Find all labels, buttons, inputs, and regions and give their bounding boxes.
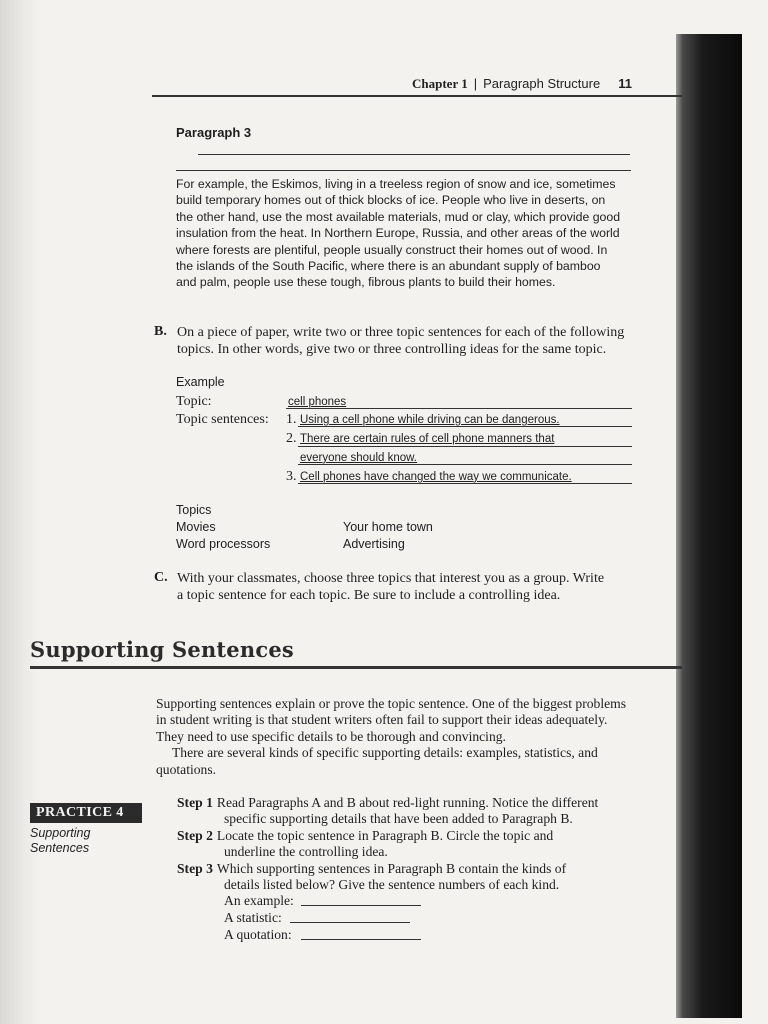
answer-line [298, 483, 632, 484]
exercise-b-instructions [177, 324, 637, 358]
topics-heading: Topics [176, 503, 212, 517]
example-sentence-continued: everyone should know. [300, 452, 417, 464]
text-line: quotations. [156, 761, 217, 777]
text-line: On a piece of paper, write two or three topic sentences for each of the following [177, 325, 625, 340]
answer-prompt: An example: [224, 893, 294, 908]
topic-item: Word processors [176, 537, 271, 551]
running-header [412, 76, 632, 92]
step-text: Read Paragraphs A and B about red-light running. Notice the different [216, 795, 599, 810]
exercise-b-label: B. [154, 324, 167, 339]
text-line: With your classmates, choose three topics that interest you as a group. Write [177, 571, 605, 586]
text-line: Supporting [30, 826, 91, 840]
sentence-number: 2. [286, 431, 297, 446]
step-text: Which supporting sentences in Paragraph B contain the kinds of [216, 861, 567, 876]
practice-step [177, 828, 637, 860]
step-label: Step 2 [177, 828, 213, 843]
step-label: Step 1 [177, 795, 213, 810]
text-line: There are several kinds of specific supporting details: examples, statistics, and [172, 745, 598, 761]
text-line: For example, the Eskimos, living in a treeless region of snow and ice, sometimes [176, 177, 616, 191]
text-line: a topic sentence for each topic. Be sure to include a controlling idea. [177, 588, 561, 603]
sentence-number: 1. [286, 412, 297, 427]
exercise-c-label: C. [154, 570, 168, 585]
example-heading: Example [176, 375, 225, 389]
practice-step [177, 795, 637, 827]
answer-line [298, 426, 632, 427]
text-line: Sentences [30, 840, 90, 855]
text-line: They need to use specific details to be thorough and convincing. [156, 728, 506, 744]
example-sentence: There are certain rules of cell phone manners that [300, 433, 555, 445]
answer-blank[interactable] [301, 939, 421, 940]
topic-label: Topic: [176, 394, 212, 409]
step-text: Locate the topic sentence in Paragraph B. Circle the topic and [216, 828, 554, 843]
blank-topic-line [176, 170, 631, 171]
paragraph3-title: Paragraph 3 [176, 125, 252, 140]
exercise-c-instructions [177, 570, 637, 604]
practice-step [177, 861, 637, 893]
blank-topic-line [198, 154, 630, 155]
text-line: the other hand, use the most available materials, mud or clay, which provide good [176, 209, 621, 224]
paragraph3-body [176, 176, 631, 291]
answer-prompt: A statistic: [224, 910, 282, 925]
header-rule [152, 95, 682, 97]
text-line: Supporting sentences explain or prove the topic sentence. One of the biggest problems [156, 696, 626, 711]
step-text: specific supporting details that have been added to Paragraph B. [224, 811, 573, 826]
chapter-label: Chapter 1 [412, 76, 468, 91]
example-sentence: Using a cell phone while driving can be dangerous. [300, 414, 560, 426]
section-label: Paragraph Structure [483, 76, 601, 91]
step-text: underline the controlling idea. [224, 844, 388, 859]
book-binding [668, 0, 768, 1024]
section-rule [30, 666, 682, 669]
page-number: 11 [618, 76, 632, 91]
topic-sentences-label: Topic sentences: [176, 412, 269, 427]
section-paragraph [156, 696, 631, 778]
text-line: insulation from the heat. In Northern Europe, Russia, and other areas of the world [176, 226, 620, 241]
answer-line [298, 446, 632, 447]
section-title: Supporting Sentences [30, 637, 294, 662]
text-line: the islands of the South Pacific, where there is an abundant supply of bamboo [176, 259, 601, 274]
answer-line [286, 408, 632, 409]
step-text: details listed below? Give the sentence numbers of each kind. [224, 877, 560, 892]
topic-item: Advertising [343, 537, 405, 551]
text-line: where forests are plentiful, people usually construct their homes out of wood. In [176, 242, 608, 257]
practice-subtitle [30, 826, 90, 855]
text-line: build temporary homes out of thick blocks of ice. People who live in deserts, on [176, 193, 606, 208]
page-edge-shadow [0, 0, 40, 1024]
topic-item: Your home town [343, 520, 433, 534]
answer-blank[interactable] [290, 922, 410, 923]
header-separator: | [473, 76, 478, 91]
sentence-number: 3. [286, 469, 297, 484]
step-label: Step 3 [177, 861, 213, 876]
answer-line [298, 464, 632, 465]
topic-value: cell phones [288, 396, 347, 408]
text-line: in student writing is that student writers often fail to support their ideas adequately. [156, 712, 608, 728]
text-line: topics. In other words, give two or three controlling ideas for the same topic. [177, 342, 607, 357]
answer-blank[interactable] [301, 905, 421, 906]
text-line: and palm, people use these tough, fibrous plants to build their homes. [176, 275, 556, 290]
example-sentence: Cell phones have changed the way we communicate. [300, 471, 572, 483]
topic-item: Movies [176, 520, 216, 534]
practice-label: PRACTICE 4 [30, 803, 142, 823]
answer-prompt: A quotation: [224, 927, 292, 942]
